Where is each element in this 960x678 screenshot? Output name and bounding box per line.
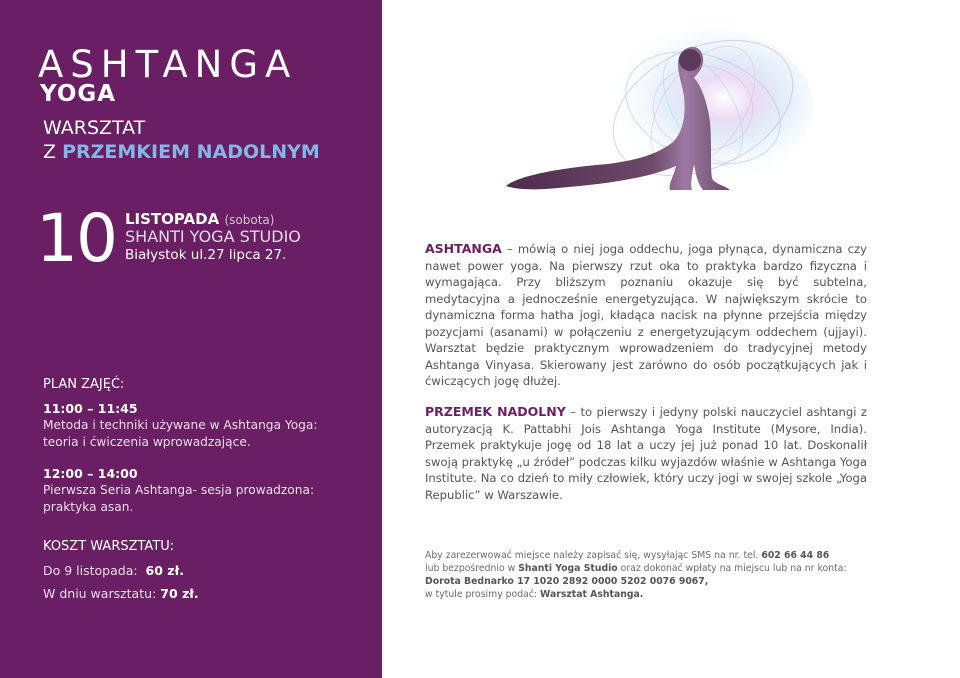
event-month-line <box>125 212 274 227</box>
price-on-day-value: 70 zł. <box>160 586 199 601</box>
reservation-info <box>425 549 885 601</box>
workshop-teacher-line <box>43 143 320 162</box>
price-on-day <box>43 588 199 601</box>
reservation-line <box>425 575 885 588</box>
event-weekday: (sobota) <box>224 213 275 227</box>
reservation-text: oraz dokonać wpłaty na miejscu lub na nr konta: <box>617 563 847 574</box>
slot-description-line: teoria i ćwiczenia wprowadzające. <box>43 435 251 449</box>
title-yoga: YOGA <box>40 81 117 107</box>
reservation-line <box>425 588 885 601</box>
reservation-text: lub bezpośrednio w <box>425 563 519 574</box>
teacher-name-highlight: PRZEMKIEM NADOLNYM <box>62 141 320 163</box>
left-panel <box>0 0 382 678</box>
workshop-label: WARSZTAT <box>43 117 146 139</box>
teacher-bio <box>425 404 867 503</box>
slot-description <box>43 417 343 451</box>
teacher-bio-text: – to pierwszy i jedyny polski nauczyciel ashtangi z autoryzacją K. Pattabhi Jois Ashtanga Yoga Institute (Mysore, India). Przemek praktykuje jogę od 18 lat a uczy jej już ponad 10 lat. Doskonalił swoją praktykę „u źródeł” podczas kilku wyjazdów właśnie w Ashtanga Yoga Institute. Na co dzień to miły człowiek, który uczy jogi w swojej szkole „Yoga Republic” w Warszawie. <box>425 405 867 502</box>
price-early-label: Do 9 listopada: <box>43 563 138 578</box>
slot-description-line: Pierwsza Seria Ashtanga- sesja prowadzona: <box>43 483 315 497</box>
slot-description-line: praktyka asan. <box>43 500 134 514</box>
reservation-text: Aby zarezerwować miejsce należy zapisać się, wysyłając SMS na nr. tel. <box>425 550 762 561</box>
ashtanga-text: – mówią o niej joga oddechu, joga płynąca, dynamiczna czy nawet power yoga. Na pierwszy rzut oka to praktyka bardzo fizyczna i wymagająca. Przy bliższym poznaniu okazuje się być subtelna, medytacyjna a jednocześnie energetyzująca. W największym skrócie to dynamiczna forma hatha jogi, kładąca nacisk na płynne przejścia między pozycjami (asanami) w połączeniu z energetyzującym oddechem (ujjayi). Warsztat będzie praktycznym wprowadzeniem do tradycyjnej metody Ashtanga Vinyasa. Skierowany jest zarówno do osób początkujących jak i ćwiczących jogę dłużej. <box>425 242 867 388</box>
reservation-line <box>425 562 885 575</box>
slot-description <box>43 482 343 516</box>
price-early <box>43 565 184 578</box>
event-day: 10 <box>36 200 116 277</box>
ashtanga-description <box>425 241 867 390</box>
slot-time: 11:00 – 11:45 <box>43 401 138 416</box>
title-ashtanga: ASHTANGA <box>38 43 298 86</box>
reservation-text: w tytule prosimy podać: <box>425 589 541 600</box>
reservation-account: Dorota Bednarko 17 1020 2892 0000 5202 0076 9067, <box>425 576 709 587</box>
price-early-value: 60 zł. <box>145 563 184 578</box>
reservation-studio: Shanti Yoga Studio <box>518 563 618 574</box>
with-prefix: Z <box>43 141 57 163</box>
reservation-line <box>425 549 885 562</box>
studio-address: Białystok ul.27 lipca 27. <box>125 247 287 263</box>
plan-title: PLAN ZAJĘĆ: <box>43 377 125 392</box>
slot-description-line: Metoda i techniki używane w Ashtanga Yoga: <box>43 418 318 432</box>
reservation-phone: 602 66 44 86 <box>761 550 830 561</box>
cost-title: KOSZT WARSZTATU: <box>43 539 175 554</box>
slot-time: 12:00 – 14:00 <box>43 466 138 481</box>
studio-name: SHANTI YOGA STUDIO <box>125 227 301 246</box>
ashtanga-lead: ASHTANGA <box>425 241 502 256</box>
reservation-transfer-title: Warsztat Ashtanga. <box>540 589 644 600</box>
price-on-day-label: W dniu warsztatu: <box>43 586 157 601</box>
yoga-cobra-pose-silhouette-icon <box>498 26 818 202</box>
teacher-bio-lead: PRZEMEK NADOLNY <box>425 404 566 419</box>
event-month: LISTOPADA <box>125 210 220 228</box>
